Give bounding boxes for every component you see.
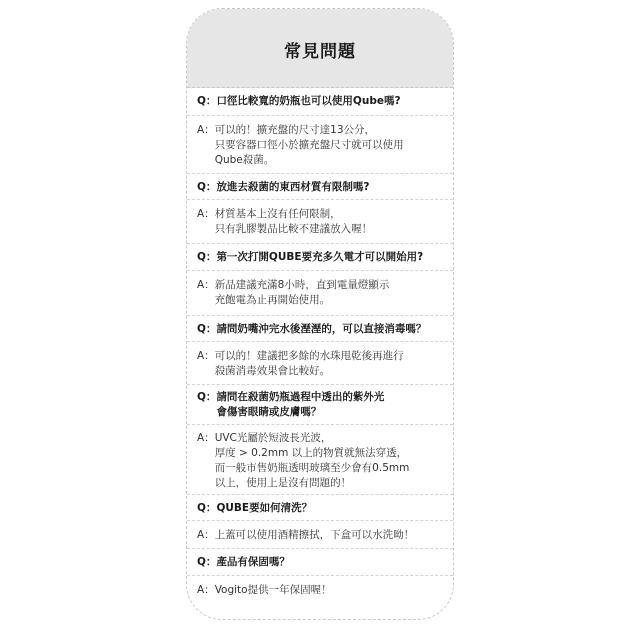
question-prefix: Q： [197, 181, 217, 193]
question-text: QUBE要如何清洗？ [216, 502, 313, 514]
faq-answer [187, 200, 453, 244]
faq-question [187, 244, 453, 271]
answer-prefix: A： [197, 279, 215, 291]
faq-question [187, 549, 453, 576]
answer-text: 新品建議充滿8小時，直到電量燈顯示 充飽電為止再開始使用。 [214, 279, 390, 306]
answer-prefix: A： [197, 208, 215, 220]
question-text: 請問在殺菌奶瓶過程中透出的紫外光 會傷害眼睛或皮膚嗎？ [216, 391, 385, 418]
faq-card [186, 8, 454, 620]
answer-text: 可以的！建議把多餘的水珠甩乾後再進行 殺菌消毒效果會比較好。 [214, 350, 404, 377]
faq-answer [187, 342, 453, 385]
question-prefix: Q： [197, 251, 217, 263]
question-text: 口徑比較寬的奶瓶也可以使用Qube嗎? [216, 95, 401, 107]
question-text: 產品有保固嗎？ [216, 556, 290, 568]
faq-answer [187, 271, 453, 316]
answer-text: 上蓋可以使用酒精擦拭，下盒可以水洗呦！ [214, 529, 415, 541]
question-text: 請問奶嘴沖完水後溼溼的，可以直接消毒嗎？ [216, 323, 427, 335]
answer-text: 材質基本上沒有任何限制， 只有乳膠製品比較不建議放入喔！ [214, 208, 373, 235]
answer-prefix: A： [197, 529, 215, 541]
page-title: 常見問題 [284, 41, 356, 62]
answer-text: 可以的！擴充盤的尺寸達13公分， 只要容器口徑小於擴充盤尺寸就可以使用 Qube殺菌。 [214, 124, 404, 166]
question-text: 放進去殺菌的東西材質有限制嗎? [216, 181, 370, 193]
faq-question [187, 385, 453, 425]
faq-question [187, 88, 453, 116]
answer-prefix: A： [197, 584, 215, 596]
answer-text: Vogito提供一年保固喔！ [214, 584, 332, 596]
faq-answer [187, 521, 453, 549]
faq-answer [187, 425, 453, 495]
answer-prefix: A： [197, 432, 215, 444]
answer-prefix: A： [197, 350, 215, 362]
answer-prefix: A： [197, 124, 215, 136]
question-prefix: Q： [197, 391, 217, 403]
question-prefix: Q： [197, 502, 217, 514]
faq-question [187, 495, 453, 521]
faq-question [187, 316, 453, 342]
faq-question [187, 174, 453, 200]
answer-text: UVC光屬於短波長光波， 厚度 > 0.2mm 以上的物質就無法穿透， 而一般市售奶瓶透明玻璃至少會有0.5mm 以上，使用上是沒有問題的！ [214, 432, 410, 489]
faq-header [187, 9, 453, 88]
question-text: 第一次打開QUBE要充多久電才可以開始用? [216, 251, 424, 263]
question-prefix: Q： [197, 95, 217, 107]
faq-answer [187, 116, 453, 174]
question-prefix: Q： [197, 323, 217, 335]
question-prefix: Q： [197, 556, 217, 568]
faq-answer [187, 576, 453, 606]
